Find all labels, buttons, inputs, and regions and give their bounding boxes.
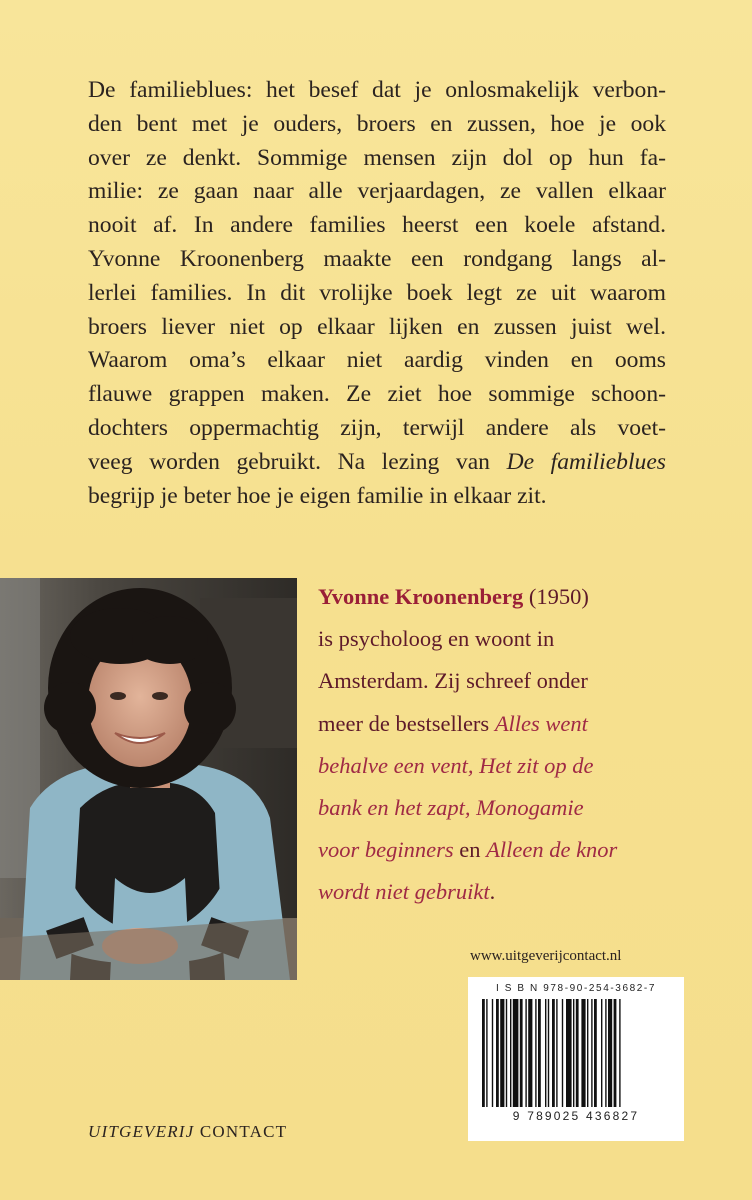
blurb-text	[88, 74, 666, 513]
ean-number: 9 789025 436827	[512, 1109, 640, 1123]
author-photo	[0, 578, 297, 980]
bio-line-8	[318, 871, 678, 913]
blurb-line: den bent met je ouders, broers en zussen, hoe je ook	[88, 110, 666, 137]
blurb-line: dochters oppermachtig zijn, terwijl andere als voet-	[88, 414, 666, 441]
barcode-label	[468, 977, 684, 1141]
bio-text: en	[453, 837, 487, 863]
bio-line-3: Amsterdam. Zij schreef onder	[318, 668, 588, 694]
blurb-line: over ze denkt. Sommige mensen zijn dol op hun fa-	[88, 144, 666, 171]
bio-text: meer de bestsellers	[318, 710, 495, 736]
blurb-line-text: veeg worden gebruikt. Na lezing van	[88, 448, 490, 475]
publisher-imprint	[88, 1122, 287, 1142]
bio-line-2: is psycholoog en woont in	[318, 626, 555, 652]
bio-text: .	[489, 879, 496, 905]
blurb-line: flauwe grappen maken. Ze ziet hoe sommige schoon-	[88, 381, 666, 408]
book-title: Alles went	[494, 710, 588, 736]
author-birth-year: (1950)	[528, 584, 589, 609]
bio-line-1	[318, 576, 678, 618]
blurb-line: milie: ze gaan naar alle verjaardagen, ze vallen elkaar	[88, 178, 666, 205]
publisher-name-part1: UITGEVERIJ	[88, 1122, 195, 1141]
blurb-line: De familieblues: het besef dat je onlosmakelijk verbon-	[88, 77, 666, 103]
blurb-line: nooit af. In andere families heerst een koele afstand.	[88, 212, 666, 239]
publisher-name-part2: CONTACT	[194, 1122, 288, 1141]
author-bio	[318, 576, 678, 914]
book-title-inline: De familieblues	[506, 448, 666, 475]
bio-line-4	[318, 703, 678, 745]
book-title: wordt niet gebruikt	[318, 879, 490, 905]
blurb-line: lerlei families. In dit vrolijke boek legt ze uit waarom	[88, 279, 666, 306]
barcode-icon	[482, 999, 670, 1107]
blurb-line: Yvonne Kroonenberg maakte een rondgang langs al-	[88, 245, 666, 272]
author-name: Yvonne Kroonenberg	[318, 584, 524, 609]
author-portrait-illustration	[0, 578, 297, 980]
bio-line-5: behalve een vent, Het zit op de	[318, 752, 594, 778]
blurb-line: Waarom oma’s elkaar niet aardig vinden en ooms	[88, 347, 666, 374]
publisher-website[interactable]: www.uitgeverijcontact.nl	[470, 948, 622, 964]
blurb-last-line: begrijp je beter hoe je eigen familie in elkaar zit.	[88, 482, 547, 509]
bio-line-7	[318, 829, 678, 871]
bio-line-6: bank en het zapt, Monogamie	[318, 795, 584, 821]
book-title: voor beginners	[318, 837, 454, 863]
book-title: Alleen de knor	[486, 837, 618, 863]
blurb-line-with-title	[88, 446, 666, 480]
blurb-line: broers liever niet op elkaar lijken en zussen juist wel.	[88, 313, 666, 340]
isbn-number: I S B N 978-90-254-3682-7	[495, 983, 657, 994]
